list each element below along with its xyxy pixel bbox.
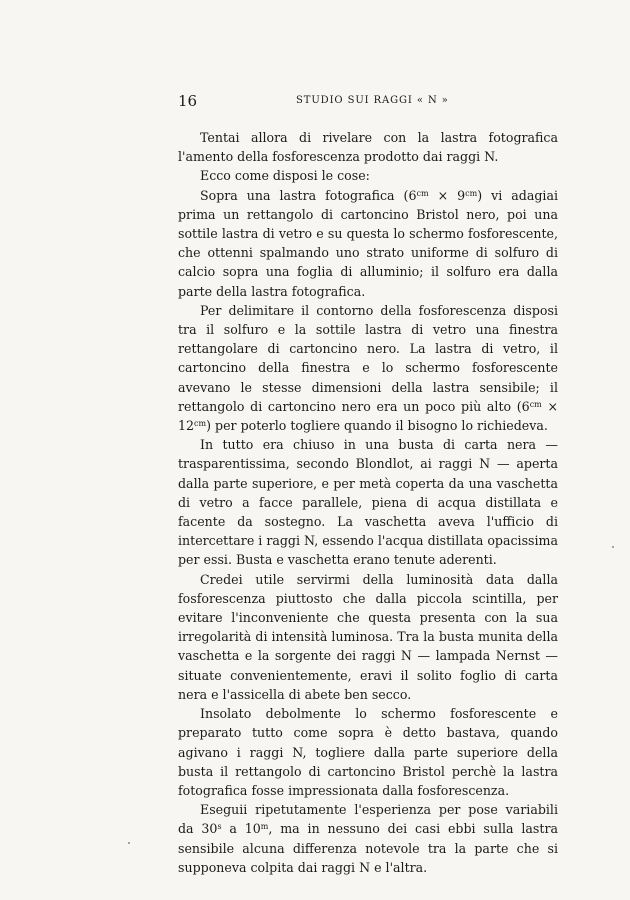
unit-superscript: cm (529, 399, 542, 409)
paper-speck (612, 546, 614, 548)
text-run: × 9 (428, 187, 466, 203)
text-run: Ecco come disposi le cose: (200, 168, 370, 184)
text-run: ) per poterlo togliere quando il bisogno lo richiedeva. (206, 418, 548, 434)
unit-superscript: m (260, 822, 269, 832)
paper-speck (128, 842, 130, 844)
unit-superscript: cm (194, 419, 207, 429)
paragraph (178, 570, 558, 704)
text-run: × 12 (178, 398, 558, 434)
page-number: 16 (178, 92, 198, 110)
unit-superscript: s (217, 822, 222, 832)
text-run: a 10 (221, 821, 261, 837)
running-title: STUDIO SUI RAGGI « N » (296, 95, 449, 106)
paragraph (178, 704, 558, 800)
text-run: , ma in nessuno dei casi ebbi sulla lastra sensibile alcuna differenza notevole tra la parte che si supponeva colpita dai raggi N e l'altra. (178, 821, 558, 875)
text-run: Insolato debolmente lo schermo fosforescente e preparato tutto come sopra è detto bastava, quando agivano i raggi N, togliere dalla parte superiore della busta il rettangolo di cartoncino Bristol perchè la lastra fotografica fosse impressionata dalla fosforescenza. (178, 706, 558, 798)
paragraph (178, 800, 558, 877)
text-run: Sopra una lastra fotografica (6 (200, 187, 417, 203)
text-run: Credei utile servirmi della luminosità data dalla fosforescenza piuttosto che dalla piccola scintilla, per evitare l'inconveniente che questa presenta con la sua irregolarità di intensità luminosa. Tra la busta munita della vaschetta e la sorgente dei raggi N — lampada Nernst — situate convenientemente, eravi il solito foglio di carta nera e l'assicella di abete ben secco. (178, 571, 558, 702)
unit-superscript: cm (416, 188, 429, 198)
body-text (178, 128, 558, 877)
paragraph (178, 166, 558, 185)
paragraph (178, 301, 558, 435)
paragraph (178, 128, 558, 166)
unit-superscript: cm (465, 188, 478, 198)
text-run: Eseguii ripetutamente l'esperienza per pose variabili da 30 (178, 802, 558, 837)
text-run: ) vi adagiai prima un rettangolo di cartoncino Bristol nero, poi una sottile lastra di vetro e su questa lo schermo fosforescente, che ottenni spalmando uno strato uniforme di solfuro di calcio sopra una foglia di alluminio; il solfuro era dalla parte della lastra fotografica. (178, 187, 558, 299)
paragraph (178, 435, 558, 569)
paragraph (178, 186, 558, 301)
text-run: Tentai allora di rivelare con la lastra fotografica l'amento della fosforescenza prodotto dai raggi N. (178, 130, 558, 165)
text-run: Per delimitare il contorno della fosforescenza disposi tra il solfuro e la sottile lastra di vetro una finestra rettangolare di cartoncino nero. La lastra di vetro, il cartoncino della finestra e lo schermo fosforescente avevano le stesse dimensioni della lastra sensibile; il rettangolo di cartoncino nero era un poco più alto (6 (178, 302, 558, 414)
text-run: In tutto era chiuso in una busta di carta nera — trasparentissima, secondo Blondlot, ai raggi N — aperta dalla parte superiore, e per metà coperta da una vaschetta di vetro a facce parallele, piena di acqua distillata e facente da sostegno. La vaschetta aveva l'ufficio di intercettare i raggi N, essendo l'acqua distillata opacissima per essi. Busta e vaschetta erano tenute aderenti. (178, 437, 558, 568)
page-header (178, 92, 558, 112)
